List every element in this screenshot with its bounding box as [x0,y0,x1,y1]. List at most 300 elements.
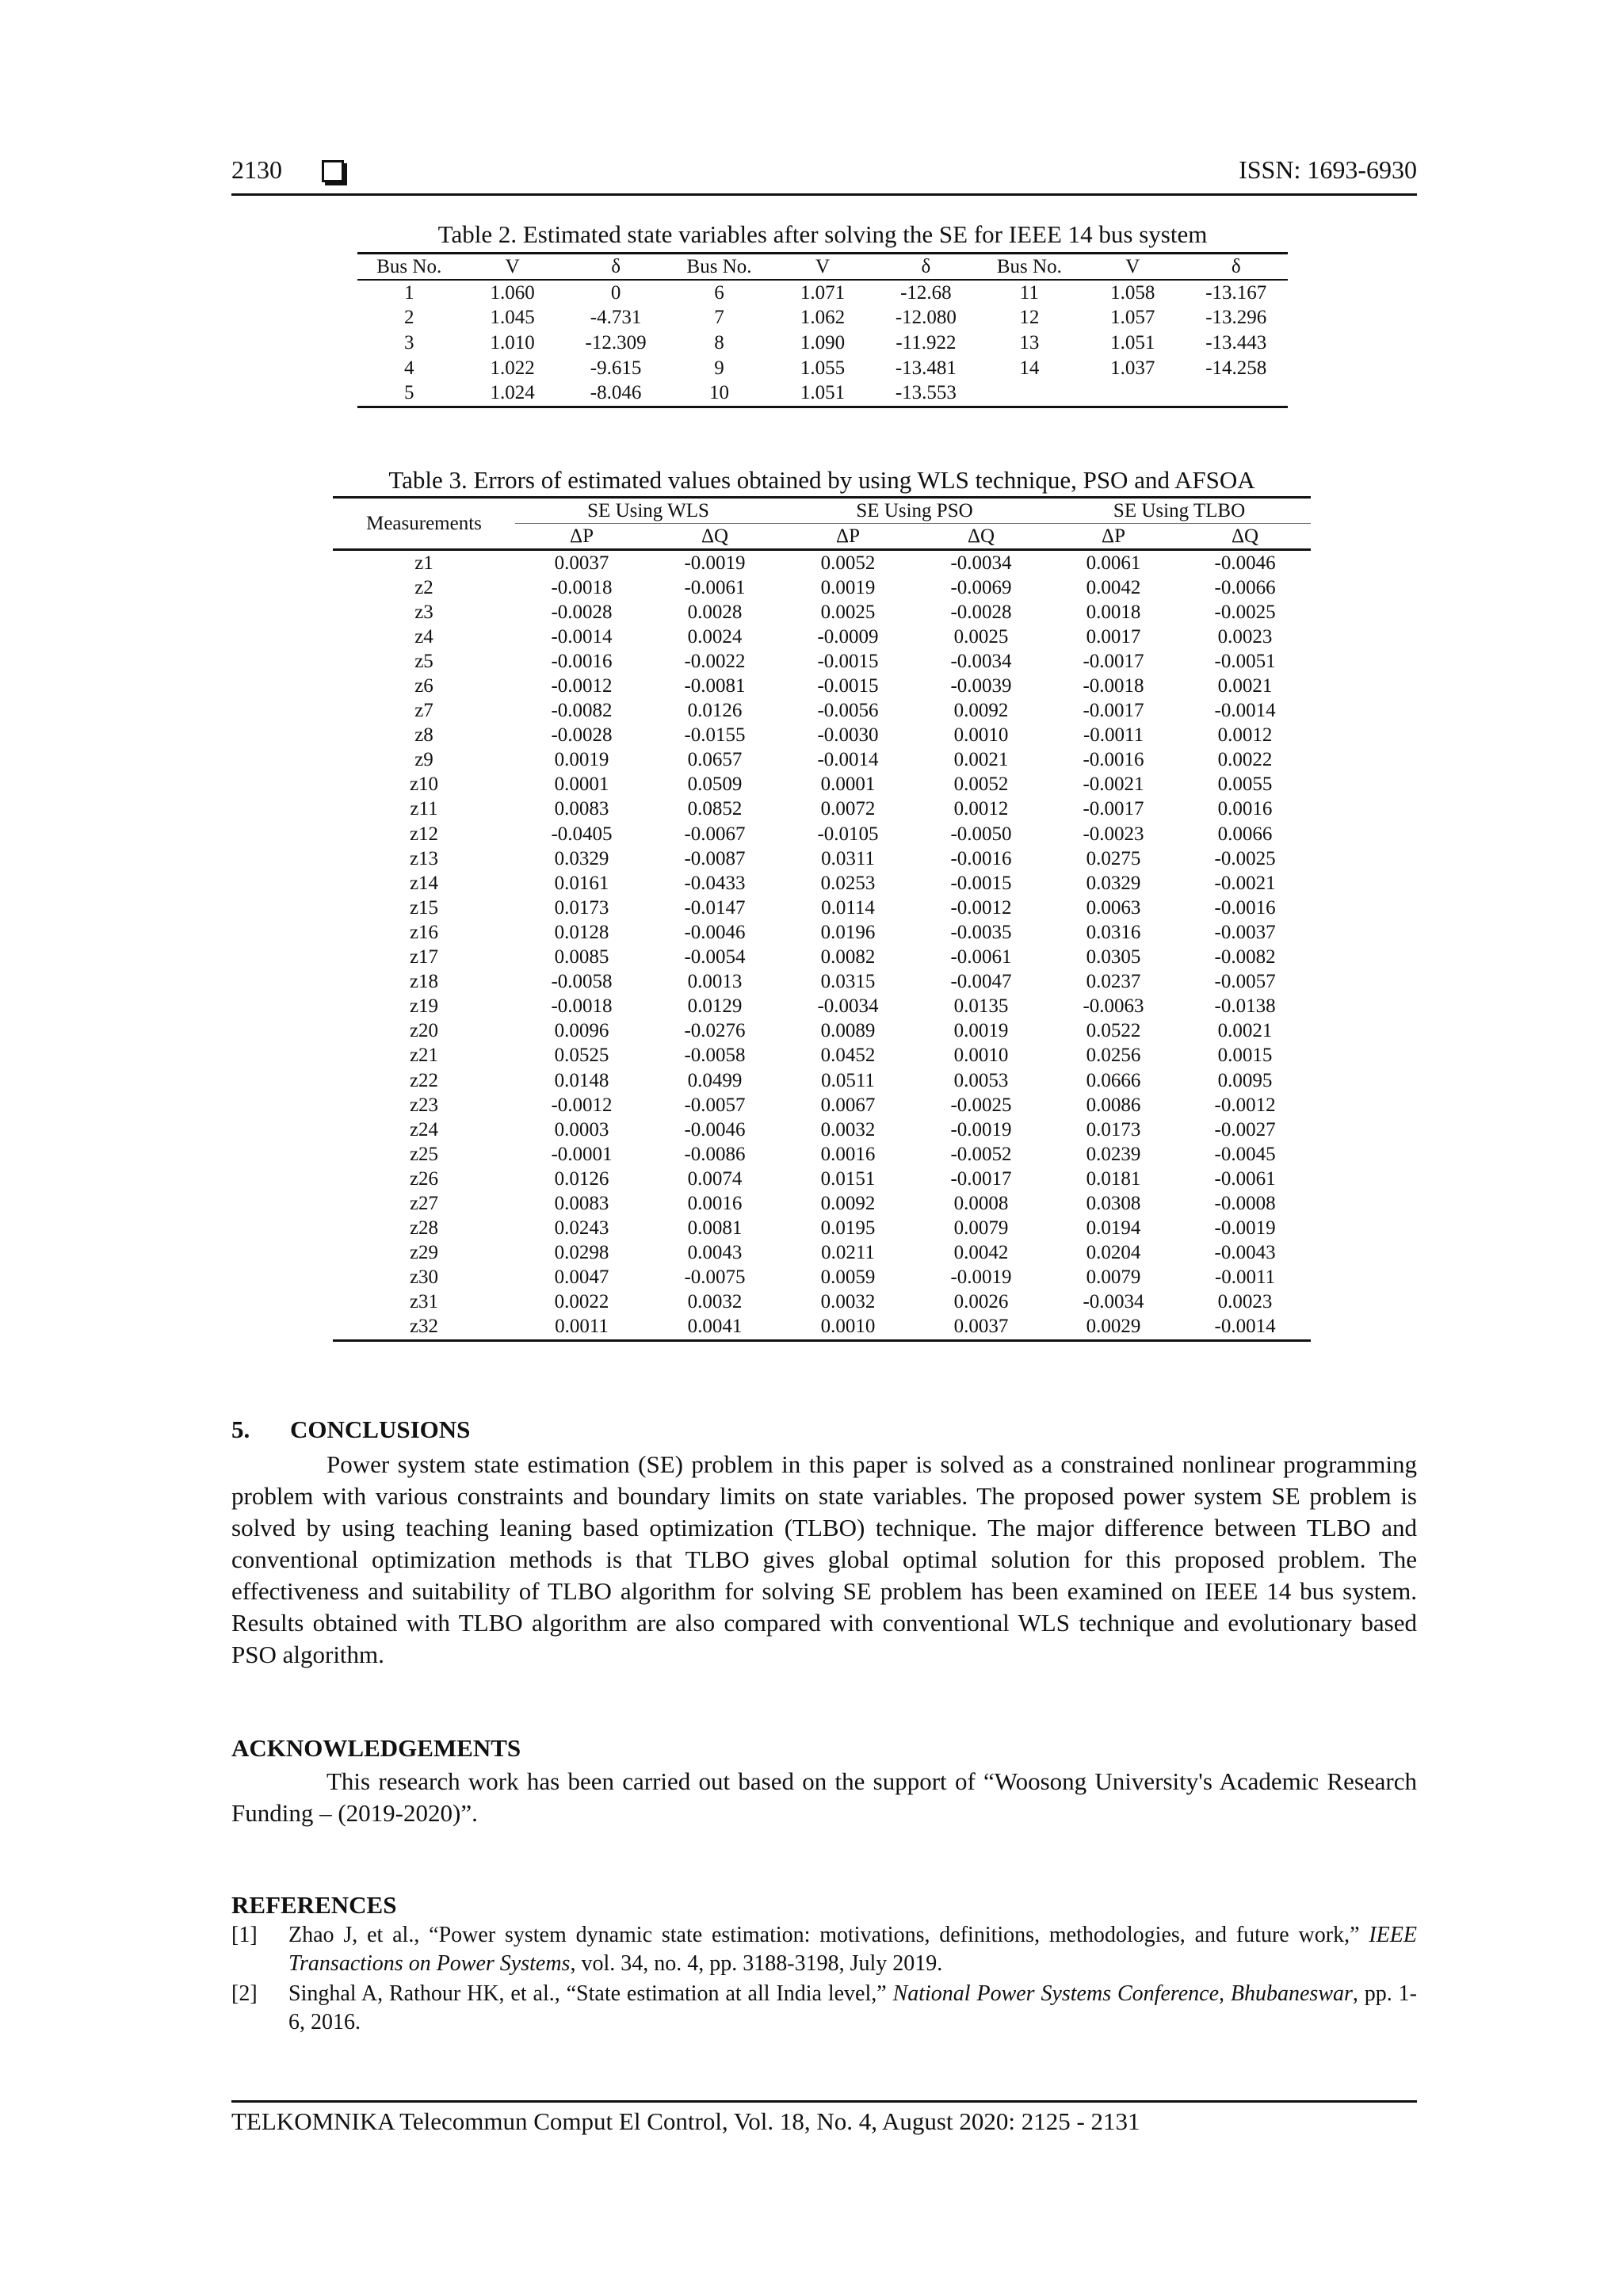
table-cell: -0.0015 [817,675,879,697]
table-cell: 0.0072 [820,798,876,820]
measurement-label: z27 [409,1192,439,1214]
table2-header-cell: V [1081,254,1184,281]
table-cell: 0.0135 [953,995,1009,1018]
table-cell: 0.0096 [554,1020,609,1042]
table-cell: -0.0017 [950,1167,1012,1190]
table-cell: 0.0086 [1086,1094,1141,1116]
table-cell: 0.0308 [1086,1192,1141,1214]
table-cell: 0.0067 [820,1094,876,1116]
table-cell: -0.0433 [684,872,746,894]
table3-group-wls: SE Using WLS [515,498,781,524]
table-cell: 4 [403,357,414,379]
table-cell: -0.0081 [684,675,746,697]
table-cell: 0.0019 [554,749,609,771]
table-cell: -0.0086 [684,1143,746,1165]
measurement-label: z29 [409,1242,439,1264]
table-cell: 0.0092 [820,1192,876,1214]
table-cell: 0.0083 [554,1192,609,1214]
table-row [333,797,1311,822]
issn-label: ISSN: 1693-6930 [1239,155,1417,184]
table3-subheader-cell: ΔP [515,524,648,550]
table-cell: 0.0010 [781,1315,915,1341]
table-cell: -0.0015 [950,872,1012,894]
table2-header-cell: Bus No. [357,254,460,281]
table-cell: -0.0061 [1214,1167,1276,1190]
measurement-label: z22 [409,1069,439,1091]
table-cell: 0.0016 [1217,798,1273,820]
table-cell: -0.0014 [1179,1315,1311,1341]
table-cell: -0.0017 [1083,700,1144,722]
measurement-label: z3 [414,601,433,623]
measurement-label: z2 [414,576,433,598]
table-cell: 1.022 [490,357,535,379]
table-cell: -0.0017 [1083,650,1144,672]
table-cell: 0.0021 [1217,1020,1273,1042]
table-cell: 1.045 [490,307,535,329]
table-cell: -11.922 [896,331,957,353]
table-cell: 0.0129 [687,995,743,1018]
table-cell: -0.0105 [817,823,879,845]
table-row [357,306,1288,331]
reference-item [231,1980,1417,2037]
table-row [333,1315,1311,1341]
table-cell: -0.0155 [684,724,746,747]
table-cell: 0.0079 [953,1217,1009,1240]
table-cell: -0.0051 [1214,650,1276,672]
conclusions-title: CONCLUSIONS [290,1415,471,1443]
table-cell: -0.0058 [551,971,613,993]
measurement-label: z15 [409,896,439,919]
table3-subheader-cell: ΔQ [648,524,781,550]
table-cell: 0.0015 [1217,1045,1273,1067]
table-cell: 9 [714,357,724,379]
table-cell: 0.0114 [821,896,875,919]
measurement-label: z20 [409,1020,439,1042]
table-cell: 0.0023 [1217,1291,1273,1313]
table-cell: 0.0852 [687,798,743,820]
table-cell: -0.0012 [950,896,1012,919]
table-row [333,896,1311,920]
table-cell: -12.68 [900,281,952,304]
table-cell: 0.0082 [820,946,876,968]
table-cell: 0.0061 [1086,552,1141,574]
table-cell: 1.060 [490,281,535,304]
measurement-label: z7 [414,700,433,722]
table-cell: -0.0028 [551,601,613,623]
measurement-label: z6 [414,675,433,697]
measurement-label: z21 [409,1045,439,1067]
table-row [333,699,1311,724]
table3-measurements-header: Measurements [333,498,515,550]
table-row [357,280,1288,306]
table-cell: -0.0046 [684,1118,746,1140]
table-cell: 0.0011 [515,1315,648,1341]
table-cell: 0.0022 [554,1291,609,1313]
table3-body [333,550,1311,1341]
table-cell: -0.0058 [684,1045,746,1067]
conclusions-text: Power system state estimation (SE) problem in this paper is solved as a constrained nonlinear programming problem with various constraints and boundary limits on state variables. The proposed power system SE problem is solved by using teaching leaning based optimization (TLBO) technique. The major difference between TLBO and conventional optimization methods is that TLBO gives global optimal solution for this proposed problem. The effectiveness and suitability of TLBO algorithm for solving SE problem has been examined on IEEE 14 bus system. Results obtained with TLBO algorithm are also compared with conventional WLS technique and evolutionary based PSO algorithm. [231,1450,1417,1668]
table-cell: 0.0053 [953,1069,1009,1091]
reference-text [288,1921,1417,1978]
table-cell: 10 [667,380,770,407]
table-cell: 13 [1019,331,1040,353]
measurement-label: z9 [414,749,433,771]
table-cell: 1.010 [490,331,535,353]
table-cell: 0.0032 [820,1291,876,1313]
measurement-label: z17 [409,946,439,968]
table-row [333,1068,1311,1093]
table-cell: 0.0029 [1048,1315,1179,1341]
table2-body [357,280,1288,407]
table-row [333,724,1311,748]
table-row [333,600,1311,625]
measurement-label: z1 [414,552,433,574]
table-cell: 0.0032 [820,1118,876,1140]
table-cell: -0.0061 [950,946,1012,968]
table-cell: -0.0012 [1214,1094,1276,1116]
table-cell: 0.0012 [1217,724,1273,747]
table-cell: 11 [1019,281,1039,304]
measurement-label: z16 [409,921,439,943]
table-cell: 0.0095 [1217,1069,1273,1091]
page-header [231,152,1417,196]
measurement-label: z24 [409,1118,439,1140]
table-cell: -0.0015 [817,650,879,672]
journal-citation: TELKOMNIKA Telecommun Comput El Control, Vol. 18, No. 4, August 2020: 2125 - 2131 [231,2107,1140,2135]
table-cell: 0.0253 [820,872,876,894]
table-row [333,674,1311,698]
table-cell: -0.0069 [950,576,1012,598]
table-cell: 0.0079 [1086,1266,1141,1289]
table-cell: 0.0001 [820,774,876,796]
table-cell: -0.0075 [684,1266,746,1289]
table-cell: -0.0019 [950,1118,1012,1140]
table3-subheader-cell: ΔP [781,524,915,550]
table-cell: 1.051 [1110,331,1155,353]
table-cell: 0.0063 [1086,896,1141,919]
table2 [357,252,1288,408]
reference-authors-title: Singhal A, Rathour HK, et al., “State estimation at all India level,” [288,1981,893,2006]
table-row [333,625,1311,649]
table-cell: -0.0138 [1214,995,1276,1018]
table-cell: -0.0014 [817,749,879,771]
table-cell: -0.0016 [1214,896,1276,919]
table-cell: 12 [1019,307,1040,329]
table-cell: 1.055 [800,357,846,379]
measurement-label: z25 [409,1143,439,1165]
table-cell: 0.0021 [1217,675,1273,697]
table-cell: -0.0067 [684,823,746,845]
table-cell: 0.0074 [687,1167,743,1190]
table-cell: 0.0018 [1086,601,1141,623]
table-row [333,920,1311,945]
table-cell: 0.0657 [687,749,743,771]
table-row [333,970,1311,995]
table-cell: -13.296 [1205,307,1267,329]
measurement-label: z12 [409,823,439,845]
table-cell: 0.0522 [1086,1020,1141,1042]
table-cell: 1.051 [771,380,874,407]
table-row [357,380,1288,407]
table-cell: 0.0243 [554,1217,609,1240]
table-cell: -0.0016 [950,847,1012,869]
table-cell: 1.037 [1110,357,1155,379]
table-cell: 0.0195 [820,1217,876,1240]
table-cell: 0.0211 [821,1242,875,1264]
table-cell: -0.0018 [1083,675,1144,697]
reference-venue: IEEE Transactions on Power Systems [288,1923,1417,1976]
table-cell: -0.0027 [1214,1118,1276,1140]
table-cell: 0.0055 [1217,774,1273,796]
table-row [333,748,1311,773]
table-row [333,1241,1311,1266]
table-cell: 0.0173 [554,896,609,919]
table-cell: -0.0009 [817,625,879,648]
table-cell: -0.0056 [817,700,879,722]
table-cell: 1.090 [800,331,846,353]
table-cell: -0.0017 [1083,798,1144,820]
table-cell: 0 [610,281,621,304]
table-cell: 0.0001 [554,774,609,796]
measurement-label: z18 [409,971,439,993]
table-cell: -0.0063 [1083,995,1144,1018]
table3-subheader-cell: ΔQ [915,524,1048,550]
table-cell: 0.0181 [1086,1167,1141,1190]
table-cell: 0.0081 [687,1217,743,1240]
table-cell: 0.0017 [1086,625,1141,648]
table-cell: -12.309 [585,331,647,353]
measurement-label: z23 [409,1094,439,1116]
table-cell: 1 [403,281,414,304]
measurement-label: z4 [414,625,433,648]
page-footer [231,2100,1417,2136]
table-cell: 0.0037 [915,1315,1048,1341]
table-cell: 0.0128 [554,921,609,943]
table3-subheader-cell: ΔQ [1179,524,1311,550]
measurement-label: z31 [409,1291,439,1313]
table-cell: -13.553 [874,380,977,407]
table-cell [1185,380,1289,407]
table-cell: -0.0046 [1214,552,1276,574]
table-row [333,995,1311,1019]
table-cell: -0.0057 [684,1094,746,1116]
table-cell: -0.0061 [684,576,746,598]
table-cell: 0.0092 [953,700,1009,722]
table-cell: -0.0147 [684,896,746,919]
table-cell: 0.0089 [820,1020,876,1042]
table-cell: -0.0052 [950,1143,1012,1165]
table-cell: 0.0010 [953,724,1009,747]
table-row [333,550,1311,576]
table-cell: -0.0001 [551,1143,613,1165]
table-cell: -0.0025 [1214,847,1276,869]
table-cell: 0.0042 [953,1242,1009,1264]
table-cell: 0.0525 [554,1045,609,1067]
table-row [333,846,1311,871]
table-cell: -0.0014 [551,625,613,648]
table-cell: 0.0085 [554,946,609,968]
table-cell: 0.0010 [953,1045,1009,1067]
table-cell: -0.0034 [817,995,879,1018]
conclusions-heading [231,1415,470,1444]
table-cell: -0.0087 [684,847,746,869]
table3-group-pso: SE Using PSO [781,498,1048,524]
table-cell: 0.0311 [821,847,875,869]
square-bullet-icon [322,160,344,182]
table-cell: 0.0256 [1086,1045,1141,1067]
table-row [333,575,1311,600]
table-cell: -0.0030 [817,724,879,747]
table-cell: 0.0043 [687,1242,743,1264]
table-row [333,822,1311,846]
table-cell [978,380,1081,407]
table-cell: 0.0016 [820,1143,876,1165]
table-cell: 0.0161 [554,872,609,894]
table-cell: 0.0499 [687,1069,743,1091]
table-cell: -0.0046 [684,921,746,943]
measurement-label: z13 [409,847,439,869]
conclusions-number: 5. [231,1415,250,1443]
table-cell: 0.0025 [820,601,876,623]
table2-header-cell: V [771,254,874,281]
reference-details: , pp. 1-6, 2016. [288,1981,1418,2034]
table-cell: 1.024 [460,380,563,407]
reference-venue: National Power Systems Conference, Bhubaneswar [892,1981,1353,2006]
table-cell: 14 [1019,357,1040,379]
table-cell: 0.0194 [1086,1217,1141,1240]
acknowledgements-text: This research work has been carried out based on the support of “Woosong University's Academic Research Funding – (2019-2020)”. [231,1767,1417,1827]
table-cell: -0.0039 [950,675,1012,697]
table-cell: -0.0082 [551,700,613,722]
table-cell: 0.0003 [554,1118,609,1140]
table-cell: 5 [357,380,460,407]
table-cell: 1.058 [1110,281,1155,304]
table-cell: 0.0047 [554,1266,609,1289]
table3-group-tlbo: SE Using TLBO [1048,498,1311,524]
table2-header-cell: V [460,254,563,281]
table-cell: 0.0329 [1086,872,1141,894]
table-row [333,1093,1311,1117]
table-cell: -0.0025 [950,1094,1012,1116]
table-cell: 0.0012 [953,798,1009,820]
table2-header-cell: Bus No. [667,254,770,281]
acknowledgements-heading: ACKNOWLEDGEMENTS [231,1734,521,1762]
table-cell: 0.0237 [1086,971,1141,993]
table-cell: -0.0043 [1214,1242,1276,1264]
table-cell: -0.0025 [1214,601,1276,623]
table-cell: 0.0026 [953,1291,1009,1313]
table-cell: 6 [714,281,724,304]
table-cell: -13.481 [895,357,957,379]
table-cell: 0.0059 [820,1266,876,1289]
table2-header-cell: Bus No. [978,254,1081,281]
table-cell: -0.0034 [1083,1291,1144,1313]
table3-group-row [333,498,1311,524]
table-row [333,1044,1311,1068]
table-cell: -0.0011 [1083,724,1144,747]
table-cell: -0.0012 [551,675,613,697]
table-cell: 3 [403,331,414,353]
table2-header-cell: δ [564,254,667,281]
table-cell: -0.0019 [684,552,746,574]
table-cell: -13.443 [1205,331,1267,353]
table-cell: -0.0016 [551,650,613,672]
table-cell: 0.0173 [1086,1118,1141,1140]
table-cell: 0.0316 [1086,921,1141,943]
table-cell: -0.0082 [1214,946,1276,968]
table-cell: 0.0008 [953,1192,1009,1214]
measurement-label: z26 [409,1167,439,1190]
table-row [333,1167,1311,1191]
table-cell: 0.0239 [1086,1143,1141,1165]
table-cell: 0.0329 [554,847,609,869]
table-cell: 7 [714,307,724,329]
table-cell: 1.062 [800,307,846,329]
table2-caption: Table 2. Estimated state variables after solving the SE for IEEE 14 bus system [437,220,1208,248]
table-row [333,1217,1311,1241]
reference-number: [1] [231,1923,258,1947]
table-cell: 0.0066 [1217,823,1273,845]
table-cell: -0.0028 [551,724,613,747]
table-cell: -0.0008 [1214,1192,1276,1214]
references-heading: REFERENCES [231,1891,397,1919]
table-cell: -0.0019 [1214,1217,1276,1240]
table-cell: 0.0511 [821,1069,875,1091]
table-cell: -0.0011 [1214,1266,1276,1289]
table-cell: -0.0016 [1083,749,1144,771]
measurement-label: z28 [409,1217,439,1240]
reference-item [231,1921,1417,1978]
table-cell: 0.0024 [687,625,743,648]
table-cell: 0.0148 [554,1069,609,1091]
measurement-label: z11 [410,798,438,820]
table3 [333,496,1311,1342]
page-number: 2130 [231,155,282,184]
table-cell: 0.0305 [1086,946,1141,968]
table-cell: -0.0037 [1214,921,1276,943]
measurement-label: z5 [414,650,433,672]
table-cell: -0.0047 [950,971,1012,993]
table-cell: 0.0052 [953,774,1009,796]
table2-header-row [357,254,1288,281]
table-cell: -0.0034 [950,552,1012,574]
table-cell: 2 [403,307,414,329]
table-cell: 8 [714,331,724,353]
table-cell: -12.080 [895,307,957,329]
table-cell: 0.0019 [953,1020,1009,1042]
table-cell: 0.0509 [687,774,743,796]
table-cell: 0.0022 [1217,749,1273,771]
table-cell: -0.0276 [684,1020,746,1042]
table-cell: -0.0034 [950,650,1012,672]
table-row [333,1142,1311,1167]
measurement-label: z19 [409,995,439,1018]
table-cell: -0.0012 [551,1094,613,1116]
table-cell: -0.0018 [551,995,613,1018]
table-cell: -0.0035 [950,921,1012,943]
table-cell: 0.0452 [820,1045,876,1067]
table-cell: -0.0028 [950,601,1012,623]
table-cell: -8.046 [564,380,667,407]
measurement-label: z10 [409,774,439,796]
table-cell: -0.0022 [684,650,746,672]
table-cell: 0.0041 [648,1315,781,1341]
table-cell: 0.0298 [554,1242,609,1264]
table3-caption: Table 3. Errors of estimated values obtained by using WLS technique, PSO and AFSOA [388,466,1255,494]
reference-text [288,1980,1417,2037]
table-cell: 0.0023 [1217,625,1273,648]
table-row [333,1191,1311,1216]
